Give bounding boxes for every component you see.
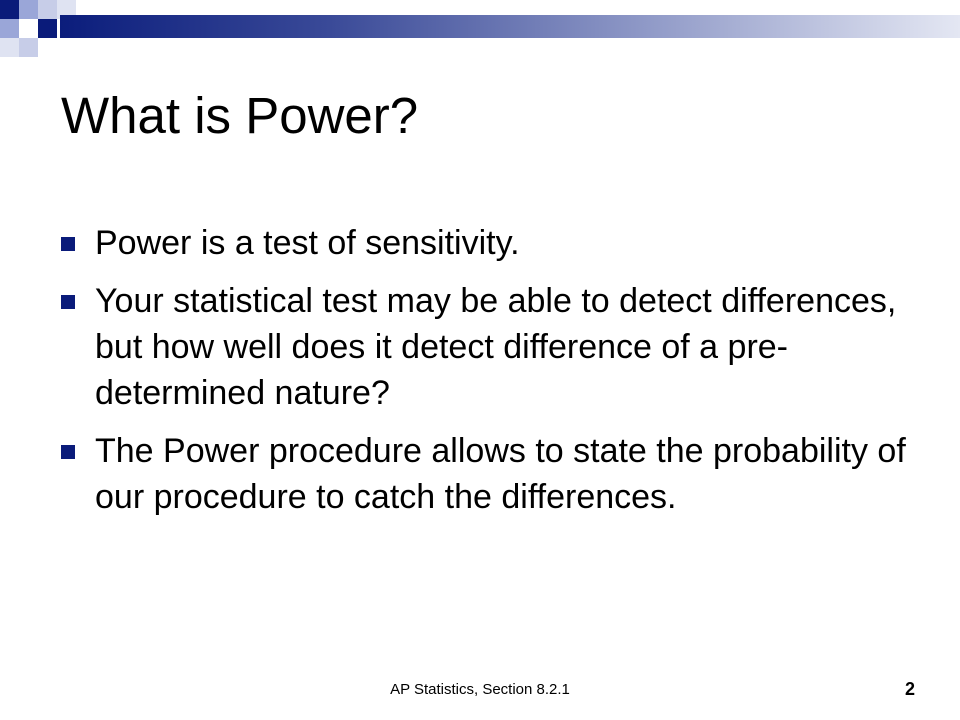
bullet-text: Your statistical test may be able to detect differences, but how well does it detect difference of a pre-determined nature? xyxy=(95,282,897,412)
bullet-text: Power is a test of sensitivity. xyxy=(95,224,520,262)
bullet-list xyxy=(60,220,920,532)
footer-text: AP Statistics, Section 8.2.1 xyxy=(390,681,570,698)
square-bullet-icon xyxy=(61,295,75,309)
slide-title: What is Power? xyxy=(61,87,419,144)
square-bullet-icon xyxy=(61,445,75,459)
decor-square xyxy=(0,0,19,19)
decor-square xyxy=(19,38,38,57)
decor-square xyxy=(0,38,19,57)
bullet-item xyxy=(60,428,920,520)
bullet-item xyxy=(60,278,920,416)
header-gradient-bar xyxy=(60,15,960,38)
decor-square xyxy=(38,0,57,19)
decor-square xyxy=(0,19,19,38)
bullet-item xyxy=(60,220,920,266)
bullet-text: The Power procedure allows to state the probability of our procedure to catch the differences. xyxy=(95,432,906,516)
page-number: 2 xyxy=(904,679,915,699)
decor-square xyxy=(38,19,57,38)
square-bullet-icon xyxy=(61,237,75,251)
decor-square xyxy=(19,0,38,19)
